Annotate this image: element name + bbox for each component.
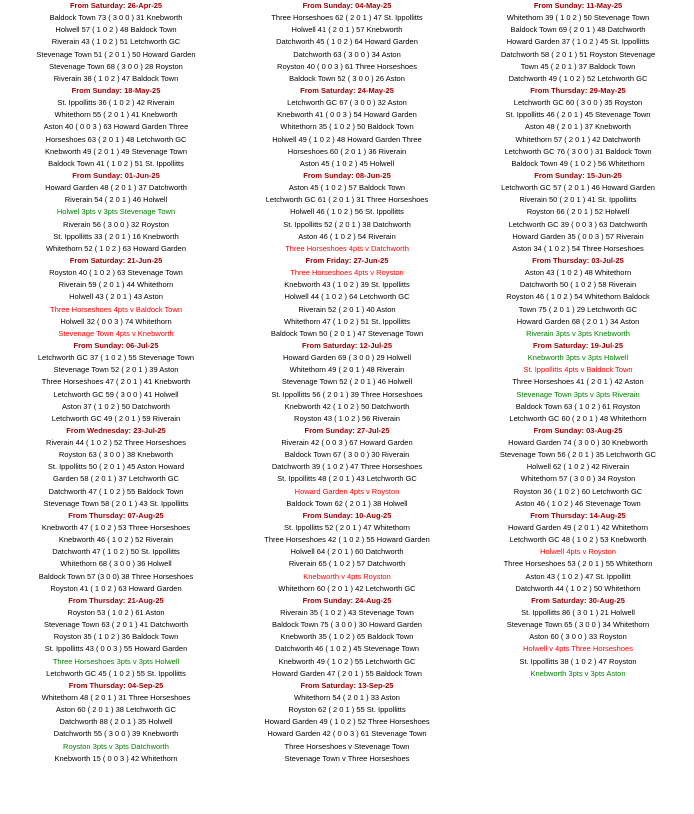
date-heading: From Thursday: 29-May-25: [530, 85, 626, 95]
match-result: Riverain 52 ( 2 0 1 ) 40 Aston: [298, 304, 396, 314]
points-shared-note: Royston 3pts v 3pts Datchworth: [63, 741, 169, 751]
match-result: Royston 36 ( 1 0 2 ) 60 Letchworth GC: [513, 486, 643, 496]
match-result: Whitethorn 48 ( 2 0 1 ) 31 Three Horseshoes: [41, 693, 191, 703]
date-heading: From Sunday: 06-Jul-25: [73, 340, 159, 350]
match-result: Knebworth 46 ( 1 0 2 ) 52 Riverain: [58, 535, 174, 545]
match-result: Knebworth 47 ( 1 0 2 ) 53 Three Horseshoes: [41, 523, 191, 533]
match-result: Baldock Town 62 ( 2 0 1 ) 38 Holwell: [286, 498, 408, 508]
match-result: Knebworth 15 ( 0 0 3 ) 42 Whitethorn: [54, 753, 178, 763]
match-result: Letchworth GC 49 ( 2 0 1 ) 59 Riverain: [51, 413, 181, 423]
points-award-note: Three Horseshoes 4pts v Royston: [290, 268, 404, 278]
match-result: Royston 35 ( 1 0 2 ) 36 Baldock Town: [53, 632, 179, 642]
match-result: Aston 60 ( 2 0 1 ) 38 Letchworth GC: [55, 705, 177, 715]
match-result: Riverain 56 ( 3 0 0 ) 32 Royston: [63, 219, 169, 229]
match-result: Howard Garden 42 ( 0 0 3 ) 61 Stevenage Town: [267, 729, 427, 739]
match-result: Datchworth 63 ( 3 0 0 ) 34 Aston: [293, 49, 401, 59]
match-result: Riverain 42 ( 0 0 3 ) 67 Howard Garden: [281, 438, 413, 448]
match-result: Stevenage Town 52 ( 2 0 1 ) 39 Aston: [53, 365, 179, 375]
points-shared-note: Knebworth 3pts v 3pts Holwell: [527, 353, 629, 363]
date-heading: From Sunday: 01-Jun-25: [72, 170, 160, 180]
match-result: Letchworth GC 37 ( 1 0 2 ) 55 Stevenage Town: [37, 353, 195, 363]
match-result: Aston 60 ( 3 0 0 ) 33 Royston: [529, 632, 627, 642]
match-result: Datchworth 39 ( 1 0 2 ) 47 Three Horseshoes: [271, 462, 423, 472]
match-result: Knebworth 43 ( 1 0 2 ) 39 St. Ippollitts: [284, 280, 410, 290]
match-result: Three Horseshoes 41 ( 2 0 1 ) 42 Aston: [512, 377, 644, 387]
match-result: Royston 46 ( 1 0 2 ) 54 Whitethorn Baldock: [506, 292, 650, 302]
match-result: Stevenage Town 51 ( 2 0 1 ) 50 Howard Garden: [36, 49, 196, 59]
date-heading: From Friday: 27-Jun-25: [305, 255, 389, 265]
date-heading: From Thursday: 21-Aug-25: [68, 595, 164, 605]
match-result: Stevenage Town v Three Horseshoes: [284, 753, 410, 763]
match-result: Holwell 43 ( 2 0 1 ) 43 Aston: [69, 292, 163, 302]
points-award-note: Knebworth v 4pts Royston: [303, 571, 391, 581]
match-result: Whitethorn 55 ( 2 0 1 ) 41 Knebworth: [54, 110, 178, 120]
match-result: Riverain 35 ( 1 0 2 ) 43 Stevenage Town: [280, 608, 414, 618]
match-result: Howard Garden 48 ( 2 0 1 ) 37 Datchworth: [45, 183, 187, 193]
match-result: Baldock Town 63 ( 1 0 2 ) 61 Royston: [515, 401, 641, 411]
match-result: Letchworth GC 76 ( 3 0 0 ) 31 Baldock Town: [504, 146, 652, 156]
match-result: Stevenage Town 63 ( 2 0 1 ) 41 Datchworth: [43, 620, 189, 630]
match-result: Whitethorn 57 ( 3 0 0 ) 34 Royston: [520, 474, 636, 484]
match-result: Howard Garden 68 ( 2 0 1 ) 34 Aston: [516, 316, 640, 326]
match-result: Horseshoes 63 ( 2 0 1 ) 48 Letchworth GC: [45, 134, 187, 144]
date-heading: From Sunday: 08-Jun-25: [303, 170, 391, 180]
date-heading: From Sunday: 04-May-25: [302, 1, 392, 10]
match-result: Riverain 54 ( 2 0 1 ) 46 Holwell: [64, 195, 168, 205]
match-result: Letchworth GC 48 ( 1 0 2 ) 53 Knebworth: [509, 535, 647, 545]
match-result: Whitethorn 35 ( 1 0 2 ) 50 Baldock Town: [280, 122, 414, 132]
match-result: Three Horseshoes 47 ( 2 0 1 ) 41 Knebworth: [41, 377, 191, 387]
match-result: Royston 43 ( 1 0 2 ) 56 Riverain: [294, 413, 400, 423]
match-result: Aston 40 ( 0 0 3 ) 63 Howard Garden Three: [43, 122, 189, 132]
match-result: Letchworth GC 59 ( 3 0 0 ) 41 Holwell: [53, 389, 179, 399]
date-heading: From Saturday: 19-Jul-25: [532, 340, 624, 350]
date-heading: From Thursday: 07-Aug-25: [68, 510, 164, 520]
date-heading: From Thursday: 14-Aug-25: [530, 510, 626, 520]
match-result: Whitethorn 57 ( 2 0 1 ) 42 Datchworth: [515, 134, 641, 144]
match-result: Letchworth GC 57 ( 2 0 1 ) 46 Howard Garden: [501, 183, 655, 193]
match-result: Holwell 64 ( 2 0 1 ) 60 Datchworth: [290, 547, 404, 557]
match-result: Three Horseshoes 62 ( 2 0 1 ) 47 St. Ippollitts: [271, 13, 423, 23]
date-heading: From Sunday: 27-Jul-25: [304, 425, 390, 435]
date-heading: From Sunday: 10-Aug-25: [302, 510, 392, 520]
match-result: Knebworth 41 ( 0 0 3 ) 54 Howard Garden: [277, 110, 417, 120]
match-result: St. Ippollitts 38 ( 1 0 2 ) 47 Royston: [519, 656, 637, 666]
match-result: Datchworth 50 ( 1 0 2 ) 58 Riverain: [519, 280, 637, 290]
match-result: Holwell 32 ( 0 0 3 ) 74 Whitethorn: [60, 316, 172, 326]
match-result: Aston 37 ( 1 0 2 ) 50 Datchworth: [62, 401, 170, 411]
date-heading: From Saturday: 24-May-25: [300, 85, 394, 95]
match-result: Datchworth 46 ( 1 0 2 ) 45 Stevenage Town: [274, 644, 420, 654]
match-result: Royston 63 ( 3 0 0 ) 38 Knebworth: [58, 450, 174, 460]
match-result: Royston 40 ( 1 0 2 ) 63 Stevenage Town: [49, 268, 183, 278]
match-result: Knebworth 49 ( 1 0 2 ) 55 Letchworth GC: [278, 656, 416, 666]
match-result: Three Horseshoes 53 ( 2 0 1 ) 55 Whitethorn: [503, 559, 653, 569]
match-result: Aston 45 ( 1 0 2 ) 57 Baldock Town: [288, 183, 406, 193]
match-result: Royston 40 ( 0 0 3 ) 61 Three Horseshoes: [277, 61, 417, 71]
date-heading: From Wednesday: 23-Jul-25: [66, 425, 166, 435]
match-result: Aston 46 ( 1 0 2 ) 54 Riverain: [298, 231, 396, 241]
date-heading: From Sunday: 03-Aug-25: [533, 425, 623, 435]
match-result: Whitethorn 68 ( 3 0 0 ) 36 Holwell: [60, 559, 172, 569]
match-result: St. Ippollitts 56 ( 2 0 1 ) 39 Three Horseshoes: [271, 389, 423, 399]
match-result: Letchworth GC 61 ( 2 0 1 ) 31 Three Horseshoes: [265, 195, 429, 205]
match-result: St. Ippollitts 50 ( 2 0 1 ) 45 Aston Howard: [47, 462, 185, 472]
match-result: Horseshoes 60 ( 2 0 1 ) 36 Riverain: [287, 146, 407, 156]
match-result: Baldock Town 50 ( 2 0 1 ) 47 Stevenage Town: [270, 328, 424, 338]
date-heading: From Saturday: 30-Aug-25: [531, 595, 625, 605]
match-result: Aston 48 ( 2 0 1 ) 37 Knebworth: [525, 122, 631, 132]
match-result: Three Horseshoes 42 ( 1 0 2 ) 55 Howard Garden: [264, 535, 430, 545]
match-result: Royston 53 ( 1 0 2 ) 61 Aston: [67, 608, 165, 618]
date-heading: From Saturday: 12-Jul-25: [301, 340, 393, 350]
match-result: St. Ippollitts 52 ( 2 0 1 ) 47 Whitethorn: [284, 523, 410, 533]
match-result: St. Ippollitts 46 ( 2 0 1 ) 45 Stevenage Town: [505, 110, 651, 120]
match-result: Knebworth 49 ( 2 0 1 ) 49 Stevenage Town: [44, 146, 188, 156]
match-result: Holwell 49 ( 1 0 2 ) 48 Howard Garden Three: [272, 134, 422, 144]
date-heading: From Thursday: 04-Sep-25: [68, 680, 164, 690]
points-shared-note: Holwel 3pts v 3pts Stevenage Town: [56, 207, 176, 217]
match-result: Whitethorn 60 ( 2 0 1 ) 42 Letchworth GC: [278, 583, 416, 593]
match-result: Knebworth 35 ( 1 0 2 ) 65 Baldock Town: [280, 632, 414, 642]
match-result: Letchworth GC 45 ( 1 0 2 ) 55 St. Ippollitts: [46, 668, 186, 678]
match-result: Garden 58 ( 2 0 1 ) 37 Letchworth GC: [53, 474, 179, 484]
match-result: Aston 43 ( 1 0 2 ) 47 St. Ippollitt: [525, 571, 631, 581]
points-award-note: Three Horseshoes 4pts v Datchworth: [285, 243, 409, 253]
match-result: Howard Garden 74 ( 3 0 0 ) 30 Knebworth: [508, 438, 648, 448]
match-result: Three Horseshoes v Stevenage Town: [284, 741, 410, 751]
points-award-note: Stevenage Town 4pts v Knebworth: [58, 328, 174, 338]
points-award-note: Holwell v 4pts Three Horseshoes: [523, 644, 633, 654]
match-result: Howard Garden 69 ( 3 0 0 ) 29 Holwell: [283, 353, 411, 363]
match-result: Aston 34 ( 1 0 2 ) 54 Three Horseshoes: [512, 243, 644, 253]
match-result: Howard Garden 49 ( 2 0 1 ) 42 Whitethorn: [507, 523, 649, 533]
points-shared-note: Knebworth 3pts v 3pts Aston: [530, 668, 626, 678]
match-result: Riverain 50 ( 2 0 1 ) 41 St. Ippollitts: [519, 195, 637, 205]
match-result: Letchworth GC 60 ( 3 0 0 ) 35 Royston: [513, 98, 643, 108]
date-heading: From Saturday: 26-Apr-25: [69, 1, 163, 10]
match-result: Town 45 ( 2 0 1 ) 37 Baldock Town: [520, 61, 636, 71]
match-result: Letchworth GC 67 ( 3 0 0 ) 32 Aston: [287, 98, 407, 108]
match-result: Riverain 43 ( 1 0 2 ) 51 Letchworth GC: [51, 37, 181, 47]
match-result: Royston 41 ( 1 0 2 ) 63 Howard Garden: [50, 583, 182, 593]
match-result: Whitethorn 47 ( 1 0 2 ) 51 St. Ippollitts: [284, 316, 410, 326]
match-result: Holwell 41 ( 2 0 1 ) 57 Knebworth: [291, 25, 403, 35]
match-result: Stevenage Town 65 ( 3 0 0 ) 34 Whitethorn: [506, 620, 650, 630]
date-heading: From Saturday: 13-Sep-25: [300, 680, 394, 690]
match-result: Whitethorn 52 ( 1 0 2 ) 63 Howard Garden: [45, 243, 187, 253]
date-heading: From Sunday: 15-Jun-25: [534, 170, 622, 180]
match-result: Riverain 44 ( 1 0 2 ) 52 Three Horseshoes: [46, 438, 186, 448]
match-result: Knebworth 42 ( 1 0 2 ) 50 Datchworth: [284, 401, 410, 411]
match-result: Datchworth 44 ( 1 0 2 ) 50 Whitethorn: [515, 583, 641, 593]
match-result: Baldock Town 52 ( 3 0 0 ) 26 Aston: [289, 73, 405, 83]
points-award-note: Three Horseshoes 4pts v Baldock Town: [49, 304, 182, 314]
match-result: Baldock Town 69 ( 2 0 1 ) 48 Datchworth: [510, 25, 646, 35]
points-award-note: St. Ippollitts 4pts v Baldock Town: [523, 365, 633, 375]
match-result: Datchworth 88 ( 2 0 1 ) 35 Holwell: [59, 717, 173, 727]
points-shared-note: Stevenage Town 3pts v 3pts Riverain: [516, 389, 640, 399]
match-result: Datchworth 49 ( 1 0 2 ) 52 Letchworth GC: [508, 73, 648, 83]
match-result: Howard Garden 49 ( 1 0 2 ) 52 Three Horseshoes: [264, 717, 430, 727]
match-result: Royston 66 ( 2 0 1 ) 52 Holwell: [526, 207, 630, 217]
match-result: Whitethorn 49 ( 2 0 1 ) 48 Riverain: [289, 365, 405, 375]
match-result: Whitethorn 39 ( 1 0 2 ) 50 Stevenage Town: [506, 13, 650, 23]
match-result: Howard Garden 47 ( 2 0 1 ) 55 Baldock Town: [272, 668, 422, 678]
match-result: Baldock Town 75 ( 3 0 0 ) 30 Howard Garden: [272, 620, 422, 630]
date-heading: From Sunday: 11-May-25: [533, 1, 623, 10]
match-result: Stevenage Town 52 ( 2 0 1 ) 46 Holwell: [281, 377, 413, 387]
date-heading: From Sunday: 24-Aug-25: [302, 595, 392, 605]
match-result: St. Ippollitts 33 ( 2 0 1 ) 16 Knebworth: [53, 231, 179, 241]
date-heading: From Saturday: 21-Jun-25: [69, 255, 163, 265]
match-result: Riverain 38 ( 1 0 2 ) 47 Baldock Town: [53, 73, 179, 83]
match-result: Baldock Town 41 ( 1 0 2 ) 51 St. Ippollitts: [48, 158, 184, 168]
date-heading: From Sunday: 18-May-25: [71, 85, 161, 95]
points-shared-note: Riverain 3pts v 3pts Knebworth: [526, 328, 630, 338]
match-result: Baldock Town 73 ( 3 0 0 ) 31 Knebworth: [49, 13, 183, 23]
match-result: Aston 45 ( 1 0 2 ) 45 Holwell: [299, 158, 395, 168]
match-result: Letchworth GC 60 ( 2 0 1 ) 48 Whitethorn: [509, 413, 647, 423]
match-result: Letchworth GC 39 ( 0 0 3 ) 63 Datchworth: [508, 219, 648, 229]
match-result: Riverain 59 ( 2 0 1 ) 44 Whitethorn: [58, 280, 174, 290]
match-result: Datchworth 45 ( 1 0 2 ) 64 Howard Garden: [276, 37, 418, 47]
match-result: Baldock Town 57 (3 0 0) 38 Three Horseshoes: [38, 571, 194, 581]
match-result: Stevenage Town 56 ( 2 0 1 ) 35 Letchworth GC: [499, 450, 657, 460]
points-shared-note: Three Horseshoes 3pts v 3pts Holwell: [52, 656, 180, 666]
match-result: Town 75 ( 2 0 1 ) 29 Letchworth GC: [518, 304, 638, 314]
points-award-note: Holwell 4pts v Royston: [540, 547, 616, 557]
match-result: Datchworth 47 ( 1 0 2 ) 55 Baldock Town: [48, 486, 184, 496]
match-result: St. Ippollitts 86 ( 3 0 1 ) 21 Holwell: [521, 608, 635, 618]
match-result: St. Ippollitts 52 ( 2 0 1 ) 38 Datchworth: [283, 219, 411, 229]
match-result: Holwell 44 ( 1 0 2 ) 64 Letchworth GC: [284, 292, 410, 302]
fixtures-column-3: [462, 0, 694, 680]
match-result: Stevenage Town 68 ( 3 0 0 ) 28 Royston: [49, 61, 183, 71]
match-result: Stevenage Town 58 ( 2 0 1 ) 43 St. Ippollitts: [43, 498, 189, 508]
fixtures-column-2: [231, 0, 463, 765]
match-result: Baldock Town 67 ( 3 0 0 ) 30 Riverain: [284, 450, 410, 460]
match-result: Datchworth 47 ( 1 0 2 ) 50 St. Ippollitts: [52, 547, 180, 557]
match-result: Holwell 46 ( 1 0 2 ) 56 St. Ippollitts: [290, 207, 404, 217]
match-result: Holwell 62 ( 1 0 2 ) 42 Riverain: [526, 462, 630, 472]
fixtures-column-1: [0, 0, 232, 765]
match-result: Riverain 65 ( 1 0 2 ) 57 Datchworth: [288, 559, 406, 569]
date-heading: From Thursday: 03-Jul-25: [532, 255, 624, 265]
match-result: St. Ippollitts 43 ( 0 0 3 ) 55 Howard Garden: [44, 644, 188, 654]
match-result: Howard Garden 37 ( 1 0 2 ) 45 St. Ippollitts: [506, 37, 650, 47]
match-result: St. Ippollitts 36 ( 1 0 2 ) 42 Riverain: [57, 98, 175, 108]
match-result: Holwell 57 ( 1 0 2 ) 48 Baldock Town: [55, 25, 177, 35]
match-result: Whitethorn 54 ( 2 0 1 ) 33 Aston: [294, 693, 400, 703]
match-result: Aston 43 ( 1 0 2 ) 48 Whitethorn: [524, 268, 632, 278]
match-result: Datchworth 58 ( 2 0 1 ) 51 Royston Stevenage: [500, 49, 656, 59]
match-result: St. Ippollitts 48 ( 2 0 1 ) 43 Letchworth GC: [277, 474, 417, 484]
match-result: Baldock Town 49 ( 1 0 2 ) 56 Whitethorn: [511, 158, 645, 168]
match-result: Howard Garden 35 ( 0 0 3 ) 57 Riverain: [512, 231, 644, 241]
match-result: Royston 62 ( 2 0 1 ) 55 St. Ippollitts: [288, 705, 406, 715]
match-result: Aston 46 ( 1 0 2 ) 46 Stevenage Town: [515, 498, 641, 508]
points-award-note: Howard Garden 4pts v Royston: [294, 486, 400, 496]
match-result: Datchworth 55 ( 3 0 0 ) 39 Knebworth: [53, 729, 179, 739]
